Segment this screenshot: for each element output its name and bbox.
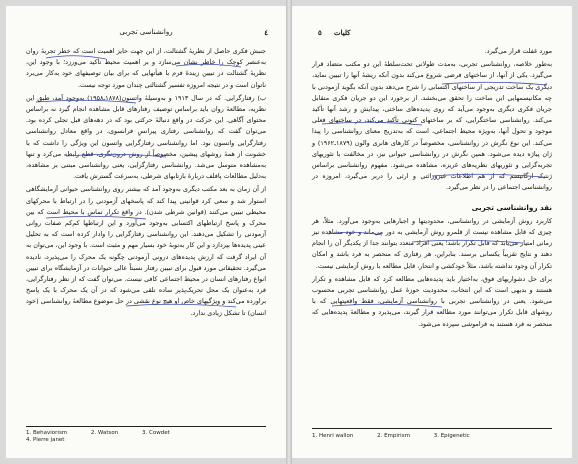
footnotes [26, 430, 266, 444]
footnote-row [26, 430, 266, 436]
page-number: ٤ [264, 28, 268, 37]
footnote: 1. Henri wallon [312, 433, 354, 439]
right-page-text [312, 46, 552, 332]
footnote: 2. Watson [90, 430, 119, 436]
footnote-rule [26, 426, 266, 427]
footnote: 3. Epigenetic [433, 433, 470, 439]
left-page-text [26, 46, 266, 321]
section-title: نقد روانشناسی تجربی [471, 202, 552, 212]
footnote: 2. Empirism [377, 433, 410, 439]
footnote-row [312, 433, 552, 439]
footnote: 4. Pierre janet [26, 437, 65, 443]
paragraph: ب) رفتارگرایی. که در سال ۱۹۱۳ و به‌وسیلهٔ واتسون(۱۸۷۸ـ۱۹۵۸) به‌وجود آمد، طبق این نظریه، مطالعهٔ روان باید براساس توصیف رفتارهای قابل مشاهده انجام گیرد نه براساس محتوای آگاهی. این حرکت در واقع دنبالهٔ حرکتی بود که در دهه‌های قبل تجلی کرده بود. می‌توان گفت که روانشناسی رفتاری پیرانسِ فرانسوی، در واقع معادل روانشناسی رفتارگرایی واتسون بود. اما روانشناسی رفتارگرایی واتسون این ویژگی را داشت که با خشونت از همهٔ روشهای پیشین، مخصوصاً از روش درون‌نگری، قطع رابطه می‌کرد و تنها به‌مشاهده متوسل می‌شد. روانشناسی رفتارگرایی، یعنی روانشناسی مبتنی بر مشاهده، به‌دلیل مطالعات پافلف دربارهٔ بازتابهای شرطی، به‌سرعت گسترش یافت. [26, 93, 266, 181]
paragraph: مورد غفلت قرار می‌گیرد. [484, 47, 552, 55]
page-number: ٥ [318, 28, 322, 37]
paragraph: به‌طور خلاصه، روانشناسی تجربی، به‌مدت طولانی تحت‌سلطهٔ این دو مکتب متضاد قرار می‌گیرد. یکی از آنها، از ساختهای فرضی شروع می‌کند بدون آنکه ریشهٔ آنها را تبیین نماید، دیگری یک ساخت تدریجی از ساختهای اکتسابی را شرح می‌دهد بدون آنکه بگوید آزمودنی با چه مکانیسمهایی این ساخت را تحقق می‌بخشد. از برخورد این دو جریان فکری متقابل جریان فکری دیگری به‌وجود می‌آید که روی پدیده‌های ساختی، پیدایش و رشد آنها تأکید می‌کند. روانشناسی ساختگرایی، که بر ساختهای کنونی تأکید می‌کند، در ساختهای فعلی موجود و تحول آنها، به‌ویژه محیط اجتماعی، است که به‌تدریج معنای روانشناسی را پیدا می‌کند. این نوع نگرش در روانشناسی، مخصوصاً در کارهای هانری والون (۱۸۷۹ـ۱۹۶۲) و ژان پیاژه دیده می‌شود. همین نگرش در روانشناسی حیوانی نیز، در مخالفت با تئوریهای تجربه‌گرایی و تئوریهای نظریه‌های غریزه، مشاهده می‌شود. مفهوم روانشناسی براساس ژنتیک ارگانیسم که از هم اطلاعات غیروراثتی و ارثی را دربر می‌گیرد، امروزه در روانشناسی اجتماعی را در نظر می‌گیرد. [312, 60, 552, 192]
footnote-row [26, 437, 266, 443]
paragraph: کاربرد روش آزمایشی در روانشناسی، محدودیتها و اجبارهایی به‌وجود می‌آورد. مثلاً، هر چیزی که قابل مشاهده نیست از قلمرو روش آزمایشی به دور می‌ماند و خود مشاهده نیز زمانی امتیاز می‌یابد که قابل تکرار باشد؛ یعنی افراد متعدد بتوانند جدا از یکدیگر آن را انجام دهند و نتایج تقریباً یکسانی برسند. بنابراین، هر رفتاری که منحصر به فرد باشد و امکان تکرار آن وجود نداشته باشد، مثلاً خودکشی و انتحار، قابل مطالعه با روش آزمایشی نیست. [312, 216, 552, 270]
paragraph: برای حل دشواریهای فوق، به‌اختیار باید پدیده‌هایی مطالعه کرد که قابل مشاهده و تکرار هستند و بدیهی است که این انتخاب، محدودیت حوزهٔ عمل روانشناسی تجربی محسوب می‌شود. یعنی در روانشناسی تجربی با روانشناسی آزمایشی، فقط واقعیتهایی که با روشهای قابل تکرار می‌توانند مورد مطالعه قرار گیرند، می‌پذیرد و مطالعهٔ پدیده‌هایی که منحصر به فرد هستند به فراموشی سپرده می‌شود. [312, 274, 552, 328]
right-page [292, 6, 572, 458]
paragraph: از آن زمان به بعد مکتب دیگری به‌وجود آمد که بیشتر روی روانشناسی حیوانی آزمایشگاهی استوار شد و سعی کرد قوانینی پیدا کند که پاسخهای آزمودنی را در ارتباط با محرکهای محیطی تبیین می‌کنند (قوانین شرطی شدن). در واقع تکرار تماس با محیط است که بین محرک و پاسخ ارتباطهای اکتسابی به‌وجود می‌آورد و این ارتباطها کم‌کم صفات روانی آزمودنی را تشکیل می‌دهند. این روانشناسی رفتارگرایی را وادار کرده است که به تحلیل عینی پدیده‌ها بپردازد و این کار به‌نوبهٔ خود بسیار مهم و مثبت است. با وجود این، می‌توان به آن ایراد گرفت که ارزش پدیده‌های درونی آزمودنی چگونه یک محرک را می‌پذیرد، نادیده می‌گیرد. تحقیقاتی مورد قبول برای تبیین رفتار نسبتاً عالی حیوانات در آزمایشگاه برای تبیین انواع رفتارهای انسان در محیط اجتماعی کافی نیست. می‌توان گفت که از نظر رفتارگرایی، فرد به‌عنوان یک محل تحریک‌پذیر ساده تلقی می‌شود که در آن یک محرک با یک پاسخ براورده می‌کند و ویژگیهای خاص او هیچ نوع نقشی در حل موضوع مطالعهٔ روانشناسی (خود انسان) تا تشکل زیادی ندارد. [26, 185, 266, 317]
left-page-header [6, 28, 286, 42]
running-title: روانشناسی تجربی [119, 28, 173, 36]
footnotes [312, 433, 552, 440]
footnote: 3. Cowdet [142, 430, 170, 436]
paragraph: جنبش فکری حاصل از نظریهٔ گشتالت، از این جهت حایز اهمیت است که خطر تجربهٔ روان به‌عنصر کوچک را خاطر نشان می‌سازد و بر اهمیت محیط تأکید می‌ورزد؛ با وجود این، نظریهٔ گشتالت در تبیین زیندهٔ فرم با هیأتهایی که برای بیان توصیفهای خود به‌کار می‌برد ناتوان است و در نتیجه امروزه تفسیر گشتالتی چندان مورد توجه نیست. [26, 47, 266, 89]
right-page-header [292, 28, 572, 42]
running-title: کلیات [334, 28, 351, 37]
left-page [6, 6, 286, 458]
footnote-rule [312, 428, 552, 429]
footnote: 1. Behaviorism [26, 430, 68, 436]
